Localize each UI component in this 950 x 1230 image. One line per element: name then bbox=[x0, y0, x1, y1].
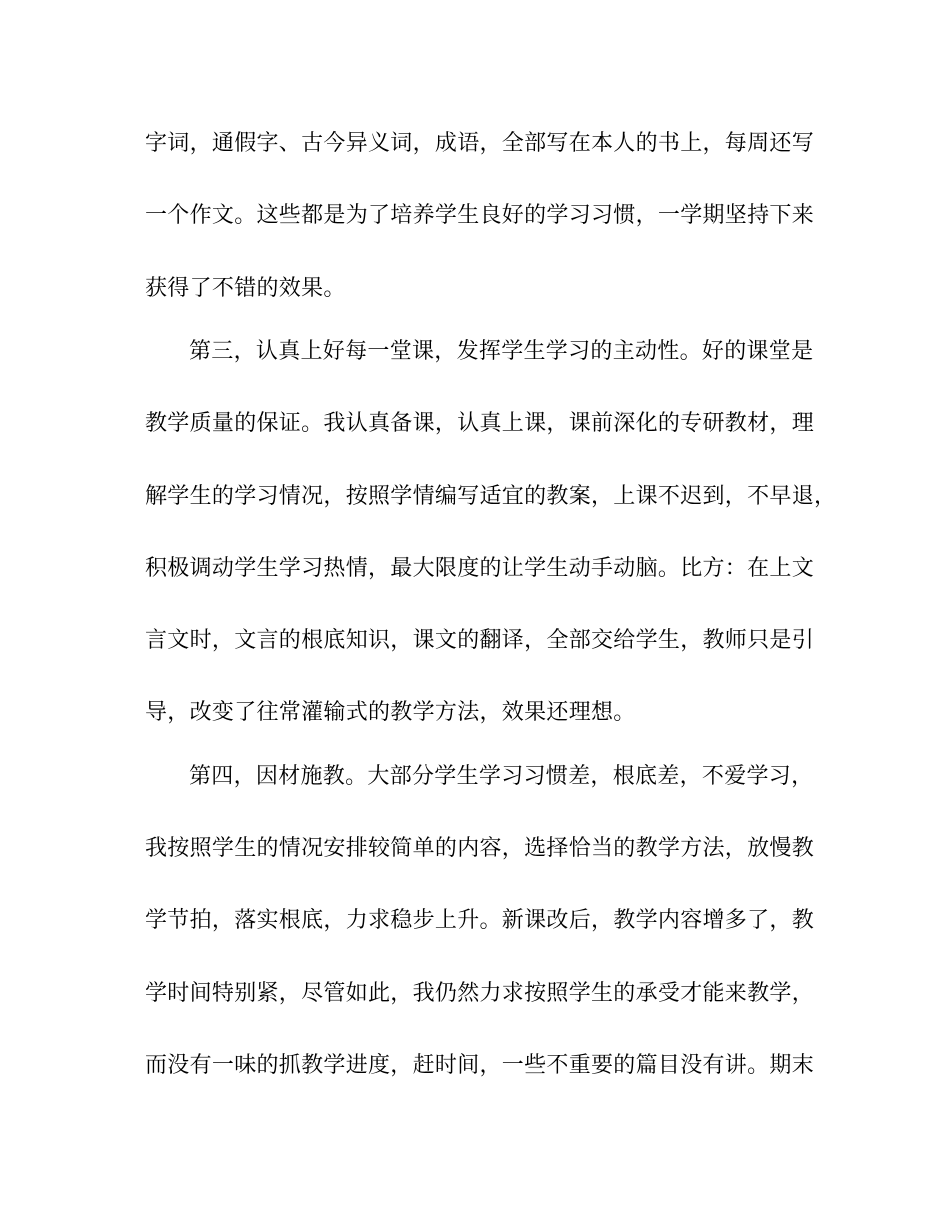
text-line: 一个作文。这些都是为了培养学生良好的学习习惯，一学期坚持下来 bbox=[145, 203, 815, 228]
text-line: 获得了不错的效果。 bbox=[145, 276, 346, 301]
text-line: 教学质量的保证。我认真备课，认真上课，课前深化的专研教材，理 bbox=[145, 411, 815, 436]
text-line: 言文时，文言的根底知识，课文的翻译，全部交给学生，教师只是引 bbox=[145, 628, 815, 653]
paragraph-start-line: 第三，认真上好每一堂课，发挥学生学习的主动性。好的课堂是 bbox=[189, 339, 814, 364]
text-line: 学节拍，落实根底，力求稳步上升。新课改后，教学内容增多了，教 bbox=[145, 908, 815, 933]
text-line: 而没有一味的抓教学进度，赶时间，一些不重要的篇目没有讲。期末 bbox=[145, 1053, 815, 1078]
text-line: 学时间特别紧，尽管如此，我仍然力求按照学生的承受才能来教学， bbox=[145, 981, 815, 1006]
text-line: 我按照学生的情况安排较简单的内容，选择恰当的教学方法，放慢教 bbox=[145, 836, 815, 861]
paragraph-start-line: 第四，因材施教。大部分学生学习习惯差，根底差，不爱学习， bbox=[189, 764, 814, 789]
text-line: 解学生的学习情况，按照学情编写适宜的教案，上课不迟到，不早退， bbox=[145, 484, 837, 509]
text-line: 导，改变了往常灌输式的教学方法，效果还理想。 bbox=[145, 700, 636, 725]
text-line: 字词，通假字、古今异义词，成语，全部写在本人的书上，每周还写 bbox=[145, 131, 815, 156]
text-line: 积极调动学生学习热情，最大限度的让学生动手动脑。比方：在上文 bbox=[145, 556, 815, 581]
